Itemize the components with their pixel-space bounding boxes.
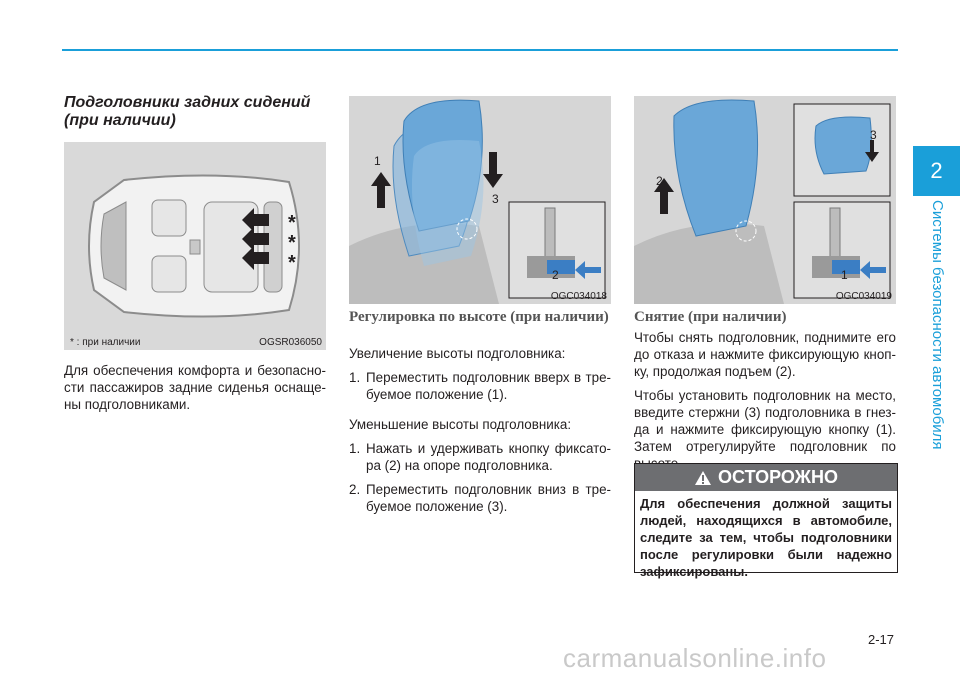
figure-code: OGSR036050 [259, 337, 322, 348]
car-seating-figure [64, 142, 326, 350]
figure-label-3: 3 [870, 128, 877, 142]
chapter-number-tab [913, 146, 960, 196]
warning-box [634, 463, 898, 579]
watermark: carmanualsonline.info [563, 643, 827, 673]
list-item [349, 481, 611, 515]
lower-intro: Уменьшение высоты подголовника: [349, 417, 572, 432]
warning-triangle-icon [694, 470, 712, 486]
intro-text: Для обеспечения комфорта и безопасно-сти пассажиров задние сиденья оснаще-ны подголовниками. [64, 363, 326, 412]
remove-text: Чтобы снять подголовник, поднимите его до отказа и нажмите фиксирующую кноп-ку, продолжая подъем (2). [634, 330, 896, 379]
list-text: Нажать и удерживать кнопку фиксато-ра (2) на опоре подголовника. [366, 441, 611, 473]
list-number: 1. [349, 441, 361, 456]
figure-code: OGC034018 [550, 291, 607, 302]
chapter-title: Системы безопасности автомобиля [929, 200, 946, 450]
headrest-removal-illustration [634, 96, 896, 304]
intro-paragraph [64, 362, 326, 420]
star-marker: * [288, 252, 296, 274]
page-number: 2-17 [868, 632, 895, 647]
figure-label-1: 1 [841, 268, 848, 282]
list-item [349, 440, 611, 474]
list-text: Переместить подголовник вверх в тре-буемое положение (1). [366, 370, 611, 402]
warning-header [635, 464, 897, 491]
removal-figure [634, 96, 896, 304]
figure-code: OGC034019 [835, 291, 892, 302]
install-text: Чтобы установить подголовник на место, введите стержни (3) подголовника в гнез-да и нажмите фиксирующую кнопку (1). Затем отрегулируйте подголовник по [634, 388, 896, 454]
raise-intro: Увеличение высоты подголовника: [349, 346, 566, 361]
list-number: 1. [349, 370, 361, 385]
figure-label-3: 3 [492, 192, 499, 206]
height-instructions [349, 345, 611, 515]
section-heading: Регулировка по высоте (при наличии) [349, 309, 609, 325]
height-adjust-figure [349, 96, 611, 304]
figure-label-2: 2 [656, 174, 663, 188]
headrest-height-illustration [349, 96, 611, 304]
list-text: Переместить подголовник вниз в тре-буемое положение (3). [366, 482, 611, 514]
header-rule [62, 49, 898, 51]
section-heading: Снятие (при наличии) [634, 309, 787, 325]
figure-label-1: 1 [374, 154, 381, 168]
section-heading: Подголовники задних сидений (при наличии) [64, 94, 311, 129]
list-number: 2. [349, 482, 361, 497]
star-marker: * [288, 232, 296, 254]
car-top-view-illustration [64, 142, 326, 350]
warning-title: ОСТОРОЖНО [718, 467, 838, 487]
star-marker: * [288, 212, 296, 234]
list-item [349, 369, 611, 403]
figure-note: * : при наличии [70, 337, 141, 348]
warning-text: Для обеспечения должной защиты людей, находящихся в автомобиле, следите за тем, чтобы подголовники после регулировки были надежно зафиксированы. [640, 496, 892, 579]
figure-label-2: 2 [552, 268, 559, 282]
removal-instructions [634, 329, 896, 479]
chapter-number: 2 [930, 158, 943, 183]
